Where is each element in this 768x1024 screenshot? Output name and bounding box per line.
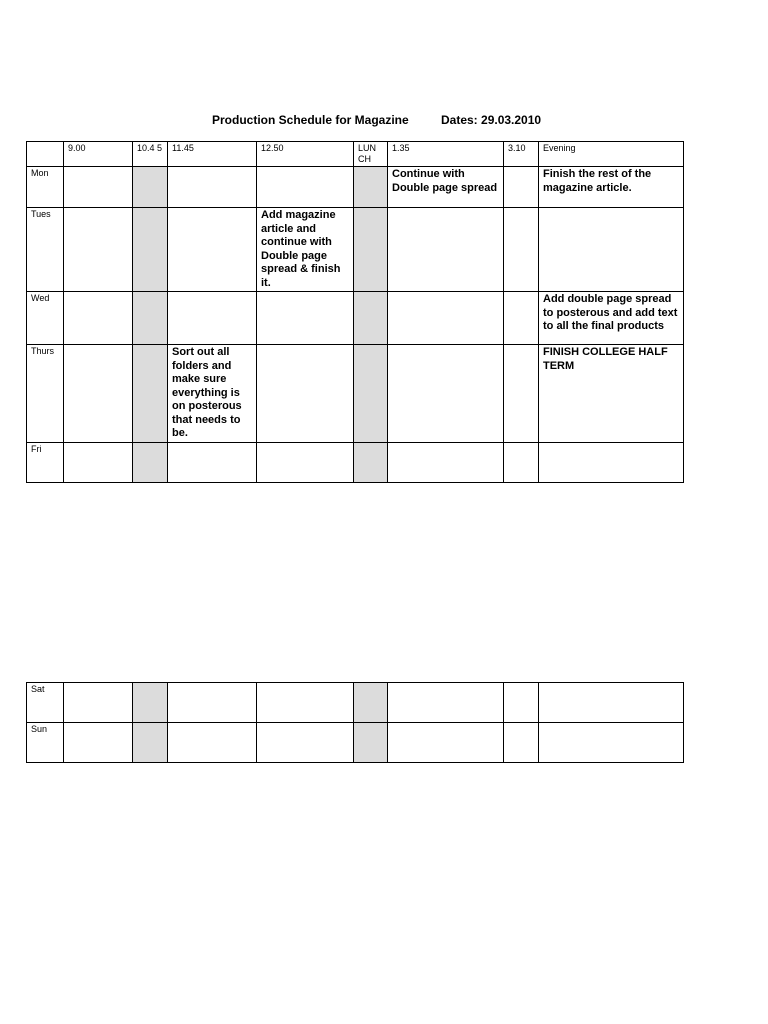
page-title: Production Schedule for Magazine — [212, 113, 409, 127]
table-row-mon — [27, 167, 684, 208]
cell-thurs-1-35 — [388, 345, 504, 443]
column-header-12-50: 12.50 — [257, 142, 354, 167]
cell-thurs-evening: FINISH COLLEGE HALF TERM — [539, 345, 684, 443]
cell-wed-evening: Add double page spread to posterous and add text to all the final products — [539, 292, 684, 345]
cell-mon-10-45 — [133, 167, 168, 208]
header-row — [27, 142, 684, 167]
table-row-tues — [27, 208, 684, 292]
cell-sat-3-10 — [504, 683, 539, 723]
cell-tues-lunch — [354, 208, 388, 292]
cell-sun-9-00 — [64, 723, 133, 763]
cell-mon-11-45 — [168, 167, 257, 208]
schedule-dates: Dates: 29.03.2010 — [441, 113, 542, 127]
cell-fri-3-10 — [504, 442, 539, 482]
cell-sun-lunch — [354, 723, 388, 763]
cell-sun-1-35 — [388, 723, 504, 763]
cell-fri-1-35 — [388, 442, 504, 482]
cell-tues-1-35 — [388, 208, 504, 292]
cell-sat-11-45 — [168, 683, 257, 723]
cell-mon-evening: Finish the rest of the magazine article. — [539, 167, 684, 208]
cell-wed-12-50 — [257, 292, 354, 345]
cell-tues-9-00 — [64, 208, 133, 292]
column-header-lunch: LUN CH — [354, 142, 388, 167]
cell-mon-9-00 — [64, 167, 133, 208]
table-row-sun — [27, 723, 684, 763]
day-label-fri: Fri — [27, 442, 64, 482]
day-label-sun: Sun — [27, 723, 64, 763]
cell-fri-12-50 — [257, 442, 354, 482]
cell-sat-12-50 — [257, 683, 354, 723]
cell-wed-11-45 — [168, 292, 257, 345]
cell-tues-10-45 — [133, 208, 168, 292]
weekend-schedule-table — [26, 682, 684, 763]
cell-sat-1-35 — [388, 683, 504, 723]
cell-sat-evening — [539, 683, 684, 723]
cell-sun-12-50 — [257, 723, 354, 763]
cell-wed-lunch — [354, 292, 388, 345]
cell-sun-evening — [539, 723, 684, 763]
day-label-sat: Sat — [27, 683, 64, 723]
cell-tues-3-10 — [504, 208, 539, 292]
header-corner — [27, 142, 64, 167]
cell-thurs-12-50 — [257, 345, 354, 443]
cell-fri-10-45 — [133, 442, 168, 482]
cell-mon-3-10 — [504, 167, 539, 208]
cell-tues-evening — [539, 208, 684, 292]
cell-mon-lunch — [354, 167, 388, 208]
cell-thurs-9-00 — [64, 345, 133, 443]
cell-sun-10-45 — [133, 723, 168, 763]
cell-fri-11-45 — [168, 442, 257, 482]
cell-thurs-lunch — [354, 345, 388, 443]
day-label-wed: Wed — [27, 292, 64, 345]
cell-wed-3-10 — [504, 292, 539, 345]
column-header-1-35: 1.35 — [388, 142, 504, 167]
table-row-thurs — [27, 345, 684, 443]
cell-sun-11-45 — [168, 723, 257, 763]
day-label-mon: Mon — [27, 167, 64, 208]
cell-wed-1-35 — [388, 292, 504, 345]
cell-fri-lunch — [354, 442, 388, 482]
cell-thurs-10-45 — [133, 345, 168, 443]
cell-fri-evening — [539, 442, 684, 482]
table-row-wed — [27, 292, 684, 345]
cell-sat-10-45 — [133, 683, 168, 723]
cell-mon-1-35: Continue with Double page spread — [388, 167, 504, 208]
table-row-sat — [27, 683, 684, 723]
cell-thurs-3-10 — [504, 345, 539, 443]
cell-thurs-11-45: Sort out all folders and make sure everything is on posterous that needs to be. — [168, 345, 257, 443]
cell-wed-9-00 — [64, 292, 133, 345]
table-row-fri — [27, 442, 684, 482]
cell-mon-12-50 — [257, 167, 354, 208]
column-header-11-45: 11.45 — [168, 142, 257, 167]
column-header-3-10: 3.10 — [504, 142, 539, 167]
weekday-schedule-table — [26, 141, 684, 483]
cell-sat-lunch — [354, 683, 388, 723]
column-header-9-00: 9.00 — [64, 142, 133, 167]
day-label-tues: Tues — [27, 208, 64, 292]
day-label-thurs: Thurs — [27, 345, 64, 443]
column-header-evening: Evening — [539, 142, 684, 167]
column-header-10-45: 10.4 5 — [133, 142, 168, 167]
cell-sun-3-10 — [504, 723, 539, 763]
cell-fri-9-00 — [64, 442, 133, 482]
cell-tues-12-50: Add magazine article and continue with Double page spread & finish it. — [257, 208, 354, 292]
cell-sat-9-00 — [64, 683, 133, 723]
cell-wed-10-45 — [133, 292, 168, 345]
cell-tues-11-45 — [168, 208, 257, 292]
